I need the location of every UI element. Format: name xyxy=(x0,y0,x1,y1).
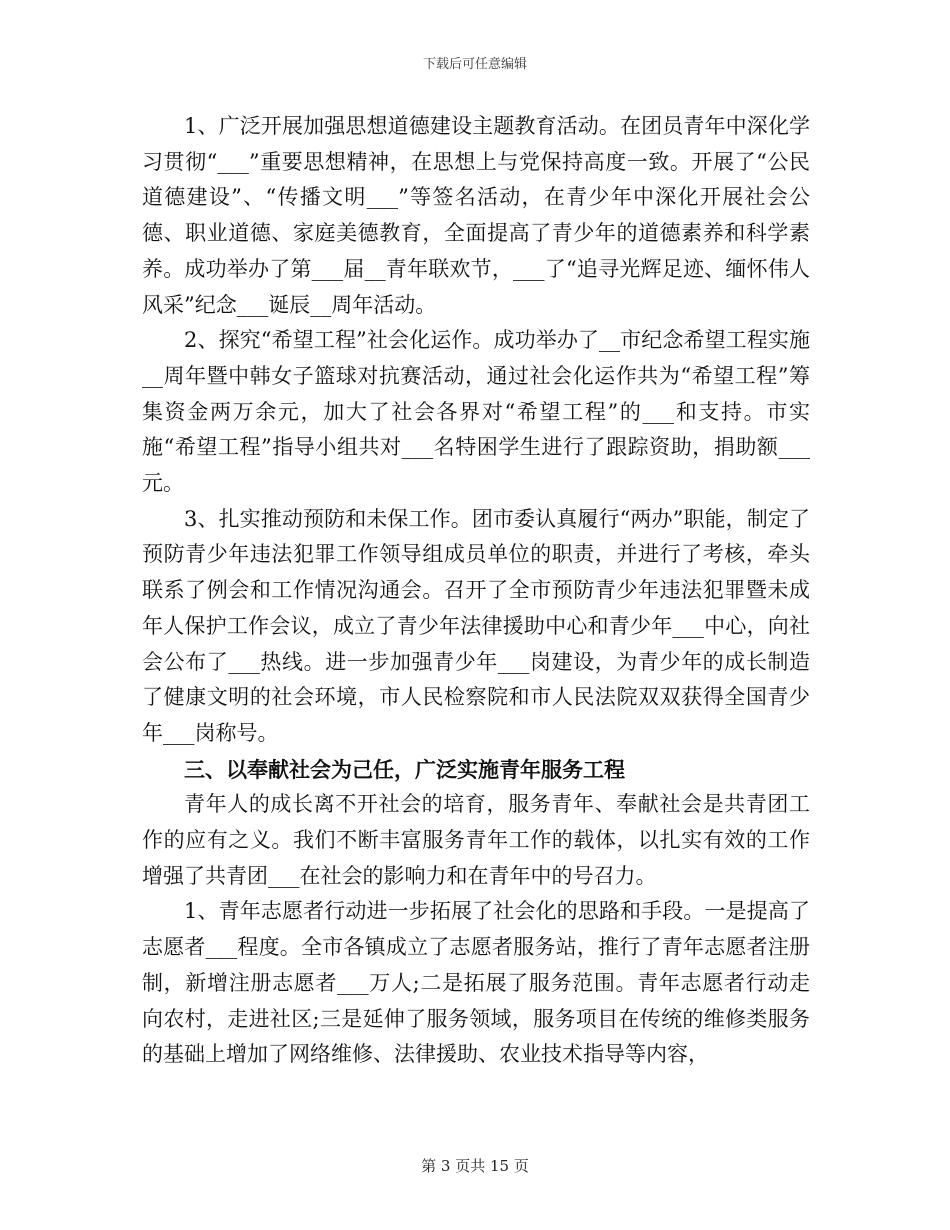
paragraph-moral-education: 1、广泛开展加强思想道德建设主题教育活动。在团员青年中深化学习贯彻“___”重要思想精神，在思想上与党保持高度一致。开展了“公民道德建设”、“传播文明___”等签名活动，在青少年中深化开展社会公德、职业道德、家庭美德教育，全面提高了青少年的道德素养和科学素养。成功举办了第___届__青年联欢节，___了“追寻光辉足迹、缅怀伟人风采”纪念___诞辰__周年活动。 xyxy=(142,114,810,317)
page-number: 第 3 页共 15 页 xyxy=(421,1157,529,1175)
document-body xyxy=(142,109,810,1073)
paragraph-hope-project: 2、探究“希望工程”社会化运作。成功举办了__市纪念希望工程实施__周年暨中韩女子篮球对抗赛活动，通过社会化运作共为“希望工程”筹集资金两万余元，加大了社会各界对“希望工程”的___和支持。市实施“希望工程”指导小组共对___名特困学生进行了跟踪资助，捐助额___元。 xyxy=(142,328,810,496)
paragraph-crime-prevention: 3、扎实推动预防和未保工作。团市委认真履行“两办”职能，制定了预防青少年违法犯罪工作领导组成员单位的职责，并进行了考核，牵头联系了例会和工作情况沟通会。召开了全市预防青少年违法犯罪暨未成年人保护工作会议，成立了青少年法律援助中心和青少年___中心，向社会公布了___热线。进一步加强青少年___岗建设，为青少年的成长制造了健康文明的社会环境，市人民检察院和市人民法院双双获得全国青少年___岗称号。 xyxy=(142,506,810,745)
paragraph-youth-service: 青年人的成长离不开社会的培育，服务青年、奉献社会是共青团工作的应有之义。我们不断丰富服务青年工作的载体，以扎实有效的工作增强了共青团___在社会的影响力和在青年中的号召力。 xyxy=(142,792,810,888)
section-heading: 三、以奉献社会为己任，广泛实施青年服务工程 xyxy=(184,756,625,782)
header-note: 下载后可任意编辑 xyxy=(422,57,527,72)
paragraph-volunteers: 1、青年志愿者行动进一步拓展了社会化的思路和手段。一是提高了志愿者___程度。全市各镇成立了志愿者服务站，推行了青年志愿者注册制，新增注册志愿者___万人;二是拓展了服务范围。青年志愿者行动走向农村，走进社区;三是延伸了服务领域，服务项目在传统的维修类服务的基础上增加了网络维修、法律援助、农业技术指导等内容， xyxy=(142,899,810,1067)
